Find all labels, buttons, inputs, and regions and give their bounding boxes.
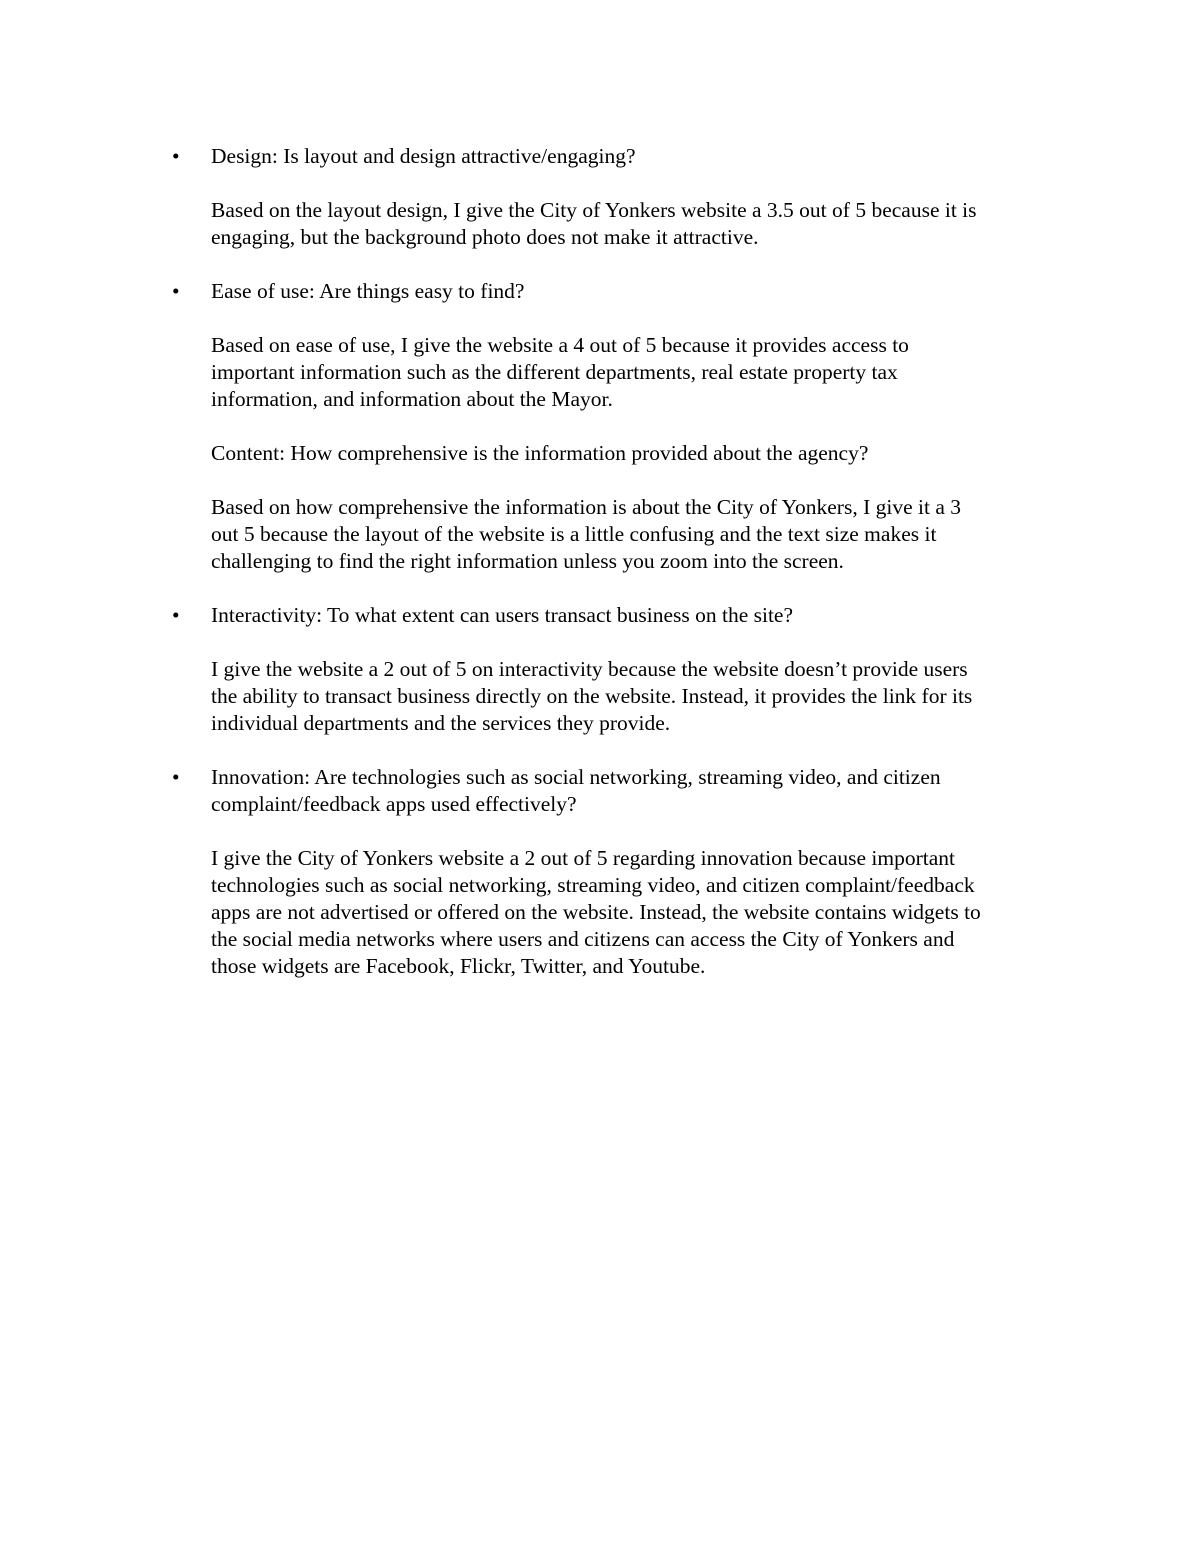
ease-of-use-question: Ease of use: Are things easy to find? — [211, 279, 525, 303]
interactivity-answer-line: individual departments and the services they provide. — [211, 711, 671, 735]
interactivity-answer-line: the ability to transact business directly on the website. Instead, it provides the link for its — [211, 684, 973, 708]
interactivity-question: Interactivity: To what extent can users transact business on the site? — [211, 603, 794, 627]
interactivity-answer-line: I give the website a 2 out of 5 on interactivity because the website doesn’t provide users — [211, 657, 968, 681]
ease-of-use-answer-line: Based on ease of use, I give the website a 4 out of 5 because it provides access to — [211, 333, 909, 357]
ease-of-use-answer-line: information, and information about the Mayor. — [211, 387, 613, 411]
content-answer-line: challenging to find the right information unless you zoom into the screen. — [211, 549, 844, 573]
content-question: Content: How comprehensive is the information provided about the agency? — [211, 441, 869, 465]
innovation-question-line: complaint/feedback apps used effectively? — [211, 792, 577, 816]
content-answer-line: out 5 because the layout of the website is a little confusing and the text size makes it — [211, 522, 937, 546]
design-question: Design: Is layout and design attractive/engaging? — [211, 144, 636, 168]
design-answer-line: Based on the layout design, I give the City of Yonkers website a 3.5 out of 5 because it is — [211, 198, 977, 222]
bullet-marker: • — [172, 603, 180, 627]
innovation-question-line: Innovation: Are technologies such as social networking, streaming video, and citizen — [211, 765, 941, 789]
ease-of-use-answer-line: important information such as the different departments, real estate property tax — [211, 360, 898, 384]
innovation-answer-line: those widgets are Facebook, Flickr, Twitter, and Youtube. — [211, 954, 706, 978]
bullet-marker: • — [172, 144, 180, 168]
content-answer-line: Based on how comprehensive the information is about the City of Yonkers, I give it a 3 — [211, 495, 961, 519]
bullet-marker: • — [172, 279, 180, 303]
innovation-answer-line: the social media networks where users and citizens can access the City of Yonkers and — [211, 927, 955, 951]
innovation-answer-line: apps are not advertised or offered on the website. Instead, the website contains widgets to — [211, 900, 981, 924]
design-answer-line: engaging, but the background photo does not make it attractive. — [211, 225, 759, 249]
innovation-answer-line: technologies such as social networking, streaming video, and citizen complaint/feedback — [211, 873, 975, 897]
innovation-answer-line: I give the City of Yonkers website a 2 out of 5 regarding innovation because important — [211, 846, 955, 870]
bullet-marker: • — [172, 765, 180, 789]
